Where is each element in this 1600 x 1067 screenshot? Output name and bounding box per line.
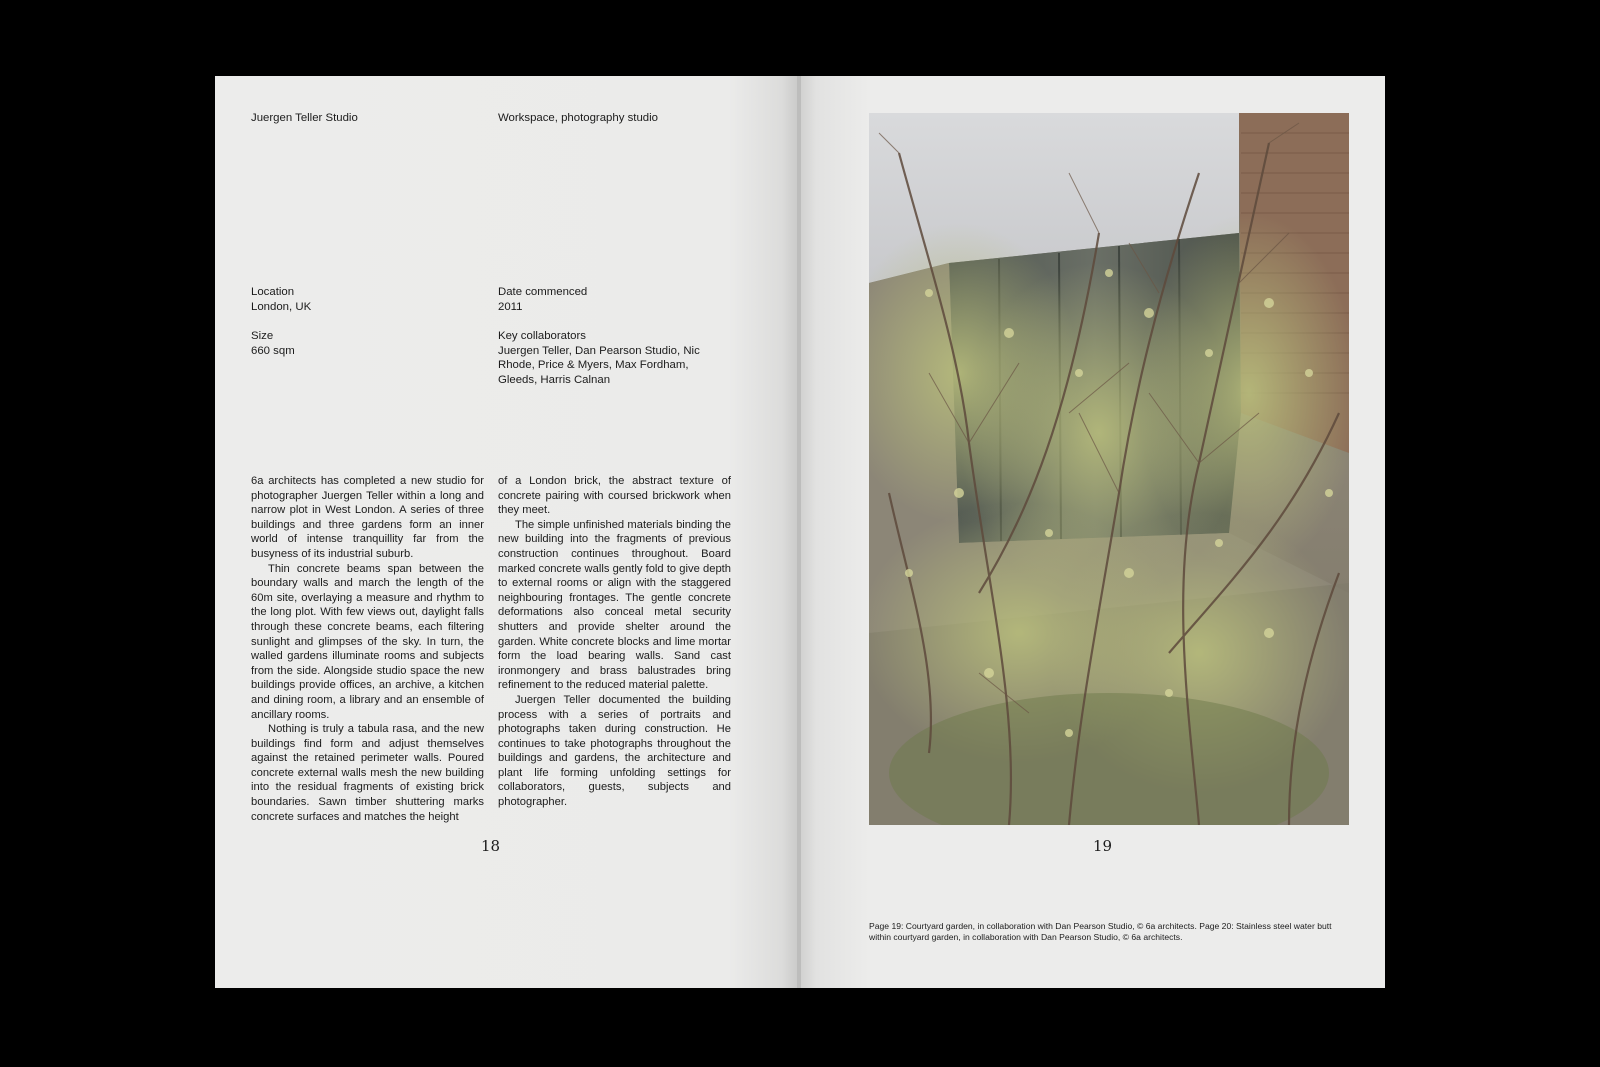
meta-size bbox=[251, 329, 471, 358]
project-title: Juergen Teller Studio bbox=[251, 112, 358, 124]
courtyard-garden-photo bbox=[869, 113, 1349, 825]
body-column-1 bbox=[251, 474, 484, 824]
body-paragraph: of a London brick, the abstract texture of concrete pairing with coursed brickwork when they meet. bbox=[498, 475, 731, 517]
body-paragraph: Juergen Teller documented the building process with a series of portraits and photographs taken during construction. He continues to take photographs throughout the buildings and gardens, the architecture and plant life forming unfolding settings for collaborators, guests, subjects and photographer. bbox=[498, 693, 731, 809]
body-paragraph: The simple unfinished materials binding the new building into the fragments of previous construction continues throughout. Board marked concrete walls gently fold to give depth to external rooms or align with the staggered neighbouring frontages. The gentle concrete deformations also conceal metal security shutters and provide shelter around the garden. White concrete blocks and lime mortar form the load bearing walls. Sand cast ironmongery and brass balustrades bring refinement to the reduced material palette. bbox=[498, 518, 731, 692]
size-label: Size bbox=[251, 330, 274, 342]
body-column-2 bbox=[498, 474, 731, 810]
size-value: 660 sqm bbox=[251, 344, 295, 357]
meta-date bbox=[498, 285, 733, 314]
body-paragraph: Nothing is truly a tabula rasa, and the new buildings find form and adjust themselves against the retained perimeter walls. Poured concrete external walls mesh the new building into the residual fragments of existing brick boundaries. Sawn timber shuttering marks concrete surfaces and matches the height bbox=[251, 723, 484, 823]
collaborators-value: Juergen Teller, Dan Pearson Studio, Nic Rhode, Price & Myers, Max Fordham, Gleeds, Harris Calnan bbox=[498, 344, 700, 386]
page-number-left: 18 bbox=[481, 837, 501, 855]
date-label: Date commenced bbox=[498, 286, 588, 298]
meta-collaborators bbox=[498, 329, 730, 387]
collaborators-label: Key collaborators bbox=[498, 330, 587, 342]
book-gutter bbox=[797, 76, 801, 988]
project-type: Workspace, photography studio bbox=[498, 112, 658, 124]
photo-caption: Page 19: Courtyard garden, in collaboration with Dan Pearson Studio, © 6a architects. Page 20: Stainless steel water butt within courtyard garden, in collaboration with Dan Pearson Studio, © 6a architects. bbox=[869, 921, 1332, 942]
location-label: Location bbox=[251, 286, 295, 298]
location-value: London, UK bbox=[251, 300, 312, 313]
date-value: 2011 bbox=[498, 300, 523, 313]
meta-location bbox=[251, 285, 471, 314]
page-number-right: 19 bbox=[1093, 837, 1113, 855]
garden-photo-illustration bbox=[869, 113, 1349, 825]
body-paragraph: Thin concrete beams span between the boundary walls and march the length of the 60m site, overlaying a measure and rhythm to the long plot. With few views out, daylight falls through these concrete beams, each filtering sunlight and glimpses of the sky. In turn, the walled gardens illuminate rooms and subjects from the side. Alongside studio space the new buildings provide offices, an archive, a kitchen and dining room, a library and an ensemble of ancillary rooms. bbox=[251, 562, 484, 721]
body-paragraph: 6a architects has completed a new studio for photographer Juergen Teller within a long and narrow plot in West London. A series of three buildings and three gardens form an inner world of intense tranquillity far from the busyness of its industrial suburb. bbox=[251, 475, 484, 560]
